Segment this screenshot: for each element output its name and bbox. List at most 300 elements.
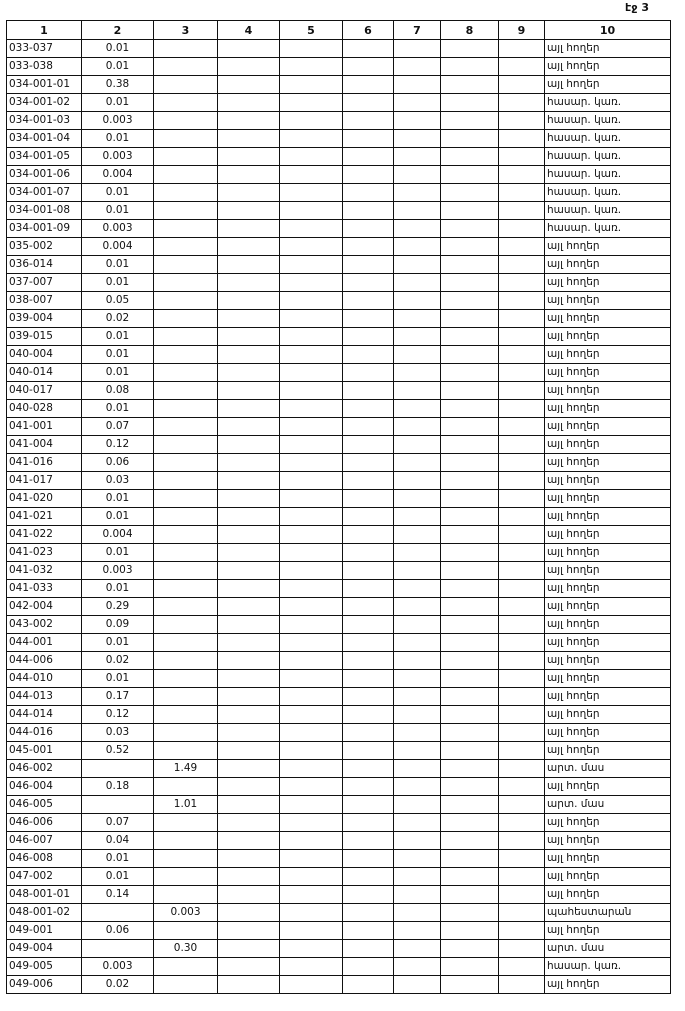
area-col3-cell [154,490,218,508]
empty-cell [218,868,280,886]
land-type-cell: հասար. կառ. [545,166,671,184]
empty-cell [343,724,394,742]
empty-cell [499,526,545,544]
area-col3-cell [154,778,218,796]
empty-cell [218,130,280,148]
area-col3-cell [154,382,218,400]
empty-cell [218,256,280,274]
empty-cell [499,346,545,364]
empty-cell [441,472,499,490]
parcel-code-cell: 046-005 [7,796,82,814]
empty-cell [218,724,280,742]
land-type-cell: հասար. կառ. [545,148,671,166]
empty-cell [218,454,280,472]
parcel-code-cell: 036-014 [7,256,82,274]
empty-cell [343,976,394,994]
area-col2-cell: 0.06 [82,454,154,472]
land-type-cell: այլ հողեր [545,40,671,58]
empty-cell [499,598,545,616]
area-col3-cell [154,436,218,454]
empty-cell [218,112,280,130]
column-header: 9 [499,21,545,40]
land-type-cell: հասար. կառ. [545,130,671,148]
area-col3-cell [154,562,218,580]
area-col2-cell: 0.12 [82,436,154,454]
area-col2-cell [82,760,154,778]
empty-cell [441,256,499,274]
area-col3-cell: 0.003 [154,904,218,922]
empty-cell [280,778,343,796]
area-col3-cell [154,40,218,58]
table-row [7,724,671,742]
land-type-cell: արտ. մաս [545,760,671,778]
empty-cell [218,436,280,454]
area-col3-cell [154,220,218,238]
land-type-cell: այլ հողեր [545,580,671,598]
parcel-code-cell: 034-001-06 [7,166,82,184]
empty-cell [343,382,394,400]
empty-cell [499,616,545,634]
empty-cell [280,562,343,580]
empty-cell [343,472,394,490]
empty-cell [343,904,394,922]
empty-cell [499,688,545,706]
empty-cell [343,778,394,796]
empty-cell [280,76,343,94]
table-row [7,202,671,220]
empty-cell [499,256,545,274]
empty-cell [394,886,441,904]
empty-cell [499,724,545,742]
empty-cell [499,742,545,760]
empty-cell [218,922,280,940]
area-col2-cell: 0.01 [82,364,154,382]
parcel-code-cell: 040-028 [7,400,82,418]
area-col2-cell: 0.01 [82,634,154,652]
empty-cell [218,328,280,346]
empty-cell [394,706,441,724]
area-col3-cell: 1.01 [154,796,218,814]
table-row [7,184,671,202]
area-col3-cell [154,130,218,148]
empty-cell [218,166,280,184]
empty-cell [280,544,343,562]
empty-cell [441,868,499,886]
table-row [7,256,671,274]
empty-cell [280,58,343,76]
empty-cell [394,670,441,688]
area-col3-cell [154,958,218,976]
empty-cell [499,814,545,832]
table-row [7,382,671,400]
area-col3-cell [154,670,218,688]
area-col2-cell: 0.004 [82,238,154,256]
empty-cell [499,310,545,328]
land-type-cell: այլ հողեր [545,850,671,868]
land-type-cell: այլ հողեր [545,670,671,688]
empty-cell [280,526,343,544]
empty-cell [280,184,343,202]
empty-cell [441,364,499,382]
empty-cell [441,652,499,670]
area-col3-cell [154,598,218,616]
empty-cell [499,328,545,346]
area-col2-cell: 0.17 [82,688,154,706]
area-col2-cell: 0.01 [82,400,154,418]
parcel-code-cell: 041-001 [7,418,82,436]
empty-cell [394,652,441,670]
column-header: 3 [154,21,218,40]
parcel-code-cell: 044-010 [7,670,82,688]
area-col2-cell: 0.06 [82,922,154,940]
empty-cell [280,382,343,400]
empty-cell [441,382,499,400]
area-col3-cell [154,94,218,112]
empty-cell [343,202,394,220]
table-row [7,238,671,256]
area-col3-cell [154,238,218,256]
empty-cell [218,472,280,490]
empty-cell [441,742,499,760]
empty-cell [499,868,545,886]
empty-cell [280,436,343,454]
area-col3-cell [154,202,218,220]
empty-cell [280,688,343,706]
land-type-cell: այլ հողեր [545,490,671,508]
empty-cell [218,508,280,526]
empty-cell [441,184,499,202]
land-type-cell: այլ հողեր [545,454,671,472]
empty-cell [218,580,280,598]
land-type-cell: այլ հողեր [545,886,671,904]
empty-cell [343,652,394,670]
empty-cell [441,310,499,328]
empty-cell [499,130,545,148]
empty-cell [441,616,499,634]
area-col3-cell [154,742,218,760]
empty-cell [499,796,545,814]
empty-cell [499,634,545,652]
empty-cell [499,418,545,436]
empty-cell [441,940,499,958]
table-row [7,670,671,688]
empty-cell [218,220,280,238]
land-type-cell: այլ հողեր [545,256,671,274]
empty-cell [218,688,280,706]
area-col2-cell: 0.004 [82,526,154,544]
land-type-cell: այլ հողեր [545,706,671,724]
empty-cell [343,346,394,364]
empty-cell [394,436,441,454]
area-col2-cell: 0.07 [82,418,154,436]
area-col2-cell: 0.003 [82,562,154,580]
land-type-cell: այլ հողեր [545,742,671,760]
parcel-code-cell: 048-001-02 [7,904,82,922]
area-col3-cell [154,58,218,76]
table-row [7,220,671,238]
land-type-cell: այլ հողեր [545,778,671,796]
empty-cell [394,940,441,958]
empty-cell [343,940,394,958]
area-col3-cell [154,454,218,472]
land-type-cell: արտ. մաս [545,796,671,814]
empty-cell [441,850,499,868]
area-col2-cell: 0.01 [82,544,154,562]
empty-cell [343,94,394,112]
table-row [7,436,671,454]
empty-cell [280,220,343,238]
empty-cell [343,328,394,346]
empty-cell [343,418,394,436]
empty-cell [343,850,394,868]
table-row [7,832,671,850]
empty-cell [441,490,499,508]
empty-cell [280,508,343,526]
parcel-code-cell: 040-004 [7,346,82,364]
empty-cell [343,706,394,724]
empty-cell [218,184,280,202]
empty-cell [280,94,343,112]
empty-cell [343,508,394,526]
empty-cell [441,58,499,76]
empty-cell [394,526,441,544]
table-row [7,130,671,148]
empty-cell [218,760,280,778]
area-col2-cell: 0.03 [82,472,154,490]
empty-cell [218,904,280,922]
empty-cell [280,670,343,688]
area-col2-cell: 0.05 [82,292,154,310]
land-type-cell: այլ հողեր [545,472,671,490]
table-row [7,742,671,760]
empty-cell [499,904,545,922]
table-row [7,508,671,526]
empty-cell [343,958,394,976]
empty-cell [394,94,441,112]
parcel-code-cell: 035-002 [7,238,82,256]
parcel-code-cell: 046-007 [7,832,82,850]
land-type-cell: այլ հողեր [545,292,671,310]
area-col3-cell [154,184,218,202]
parcel-code-cell: 041-016 [7,454,82,472]
empty-cell [394,346,441,364]
empty-cell [218,832,280,850]
empty-cell [280,760,343,778]
parcel-code-cell: 044-014 [7,706,82,724]
empty-cell [218,40,280,58]
empty-cell [394,958,441,976]
empty-cell [499,166,545,184]
area-col3-cell [154,346,218,364]
empty-cell [343,58,394,76]
empty-cell [499,490,545,508]
empty-cell [218,526,280,544]
empty-cell [441,238,499,256]
empty-cell [218,598,280,616]
parcel-code-cell: 034-001-01 [7,76,82,94]
land-type-cell: այլ հողեր [545,508,671,526]
empty-cell [218,652,280,670]
area-col2-cell: 0.29 [82,598,154,616]
empty-cell [499,94,545,112]
area-col2-cell: 0.003 [82,148,154,166]
empty-cell [218,742,280,760]
parcel-code-cell: 044-013 [7,688,82,706]
empty-cell [343,112,394,130]
empty-cell [280,418,343,436]
land-type-cell: այլ հողեր [545,310,671,328]
empty-cell [218,778,280,796]
empty-cell [499,670,545,688]
empty-cell [499,274,545,292]
empty-cell [343,562,394,580]
land-type-cell: հասար. կառ. [545,220,671,238]
empty-cell [441,724,499,742]
empty-cell [280,922,343,940]
table-row [7,526,671,544]
table-row [7,958,671,976]
table-row [7,112,671,130]
area-col3-cell [154,580,218,598]
parcel-code-cell: 039-004 [7,310,82,328]
empty-cell [394,364,441,382]
empty-cell [441,454,499,472]
empty-cell [218,958,280,976]
empty-cell [441,796,499,814]
area-col3-cell [154,400,218,418]
area-col2-cell [82,904,154,922]
area-col3-cell: 1.49 [154,760,218,778]
area-col2-cell: 0.01 [82,850,154,868]
empty-cell [441,166,499,184]
empty-cell [499,886,545,904]
empty-cell [280,328,343,346]
column-header: 2 [82,21,154,40]
land-type-cell: այլ հողեր [545,616,671,634]
empty-cell [343,310,394,328]
empty-cell [280,958,343,976]
land-type-cell: այլ հողեր [545,418,671,436]
empty-cell [343,274,394,292]
empty-cell [499,76,545,94]
area-col3-cell [154,886,218,904]
page-number-label: էջ 3 [625,1,649,14]
empty-cell [441,670,499,688]
area-col2-cell: 0.03 [82,724,154,742]
empty-cell [343,238,394,256]
land-type-cell: այլ հողեր [545,652,671,670]
land-type-cell: այլ հողեր [545,832,671,850]
empty-cell [218,562,280,580]
empty-cell [343,688,394,706]
empty-cell [441,922,499,940]
empty-cell [280,112,343,130]
area-col3-cell [154,832,218,850]
empty-cell [441,508,499,526]
empty-cell [394,382,441,400]
empty-cell [499,454,545,472]
empty-cell [218,976,280,994]
empty-cell [394,130,441,148]
empty-cell [218,886,280,904]
empty-cell [218,616,280,634]
empty-cell [499,850,545,868]
area-col3-cell [154,274,218,292]
area-col2-cell: 0.01 [82,94,154,112]
land-type-cell: հասար. կառ. [545,94,671,112]
empty-cell [441,706,499,724]
table-row [7,58,671,76]
parcel-code-cell: 039-015 [7,328,82,346]
empty-cell [441,544,499,562]
area-col2-cell: 0.18 [82,778,154,796]
area-col2-cell: 0.01 [82,580,154,598]
empty-cell [343,598,394,616]
area-col2-cell: 0.003 [82,958,154,976]
table-row [7,616,671,634]
area-col2-cell [82,796,154,814]
empty-cell [499,706,545,724]
empty-cell [343,148,394,166]
empty-cell [280,40,343,58]
area-col2-cell: 0.01 [82,256,154,274]
empty-cell [499,292,545,310]
empty-cell [441,832,499,850]
empty-cell [499,760,545,778]
empty-cell [441,112,499,130]
land-type-cell: այլ հողեր [545,634,671,652]
empty-cell [280,904,343,922]
empty-cell [218,202,280,220]
empty-cell [394,418,441,436]
area-col3-cell [154,850,218,868]
empty-cell [218,76,280,94]
area-col3-cell [154,688,218,706]
empty-cell [343,886,394,904]
empty-cell [280,652,343,670]
land-type-cell: այլ հողեր [545,274,671,292]
table-row [7,40,671,58]
empty-cell [394,184,441,202]
land-type-cell: արտ. մաս [545,940,671,958]
empty-cell [499,832,545,850]
empty-cell [218,346,280,364]
empty-cell [394,724,441,742]
area-col2-cell: 0.04 [82,832,154,850]
parcel-code-cell: 046-004 [7,778,82,796]
table-row [7,94,671,112]
parcel-code-cell: 049-001 [7,922,82,940]
empty-cell [394,976,441,994]
parcel-code-cell: 041-023 [7,544,82,562]
empty-cell [394,472,441,490]
empty-cell [280,130,343,148]
land-type-cell: այլ հողեր [545,724,671,742]
empty-cell [499,940,545,958]
empty-cell [394,292,441,310]
empty-cell [394,238,441,256]
empty-cell [280,580,343,598]
empty-cell [441,976,499,994]
empty-cell [218,364,280,382]
empty-cell [280,616,343,634]
empty-cell [441,580,499,598]
column-header: 1 [7,21,82,40]
empty-cell [441,220,499,238]
empty-cell [441,562,499,580]
land-type-cell: այլ հողեր [545,346,671,364]
empty-cell [394,634,441,652]
